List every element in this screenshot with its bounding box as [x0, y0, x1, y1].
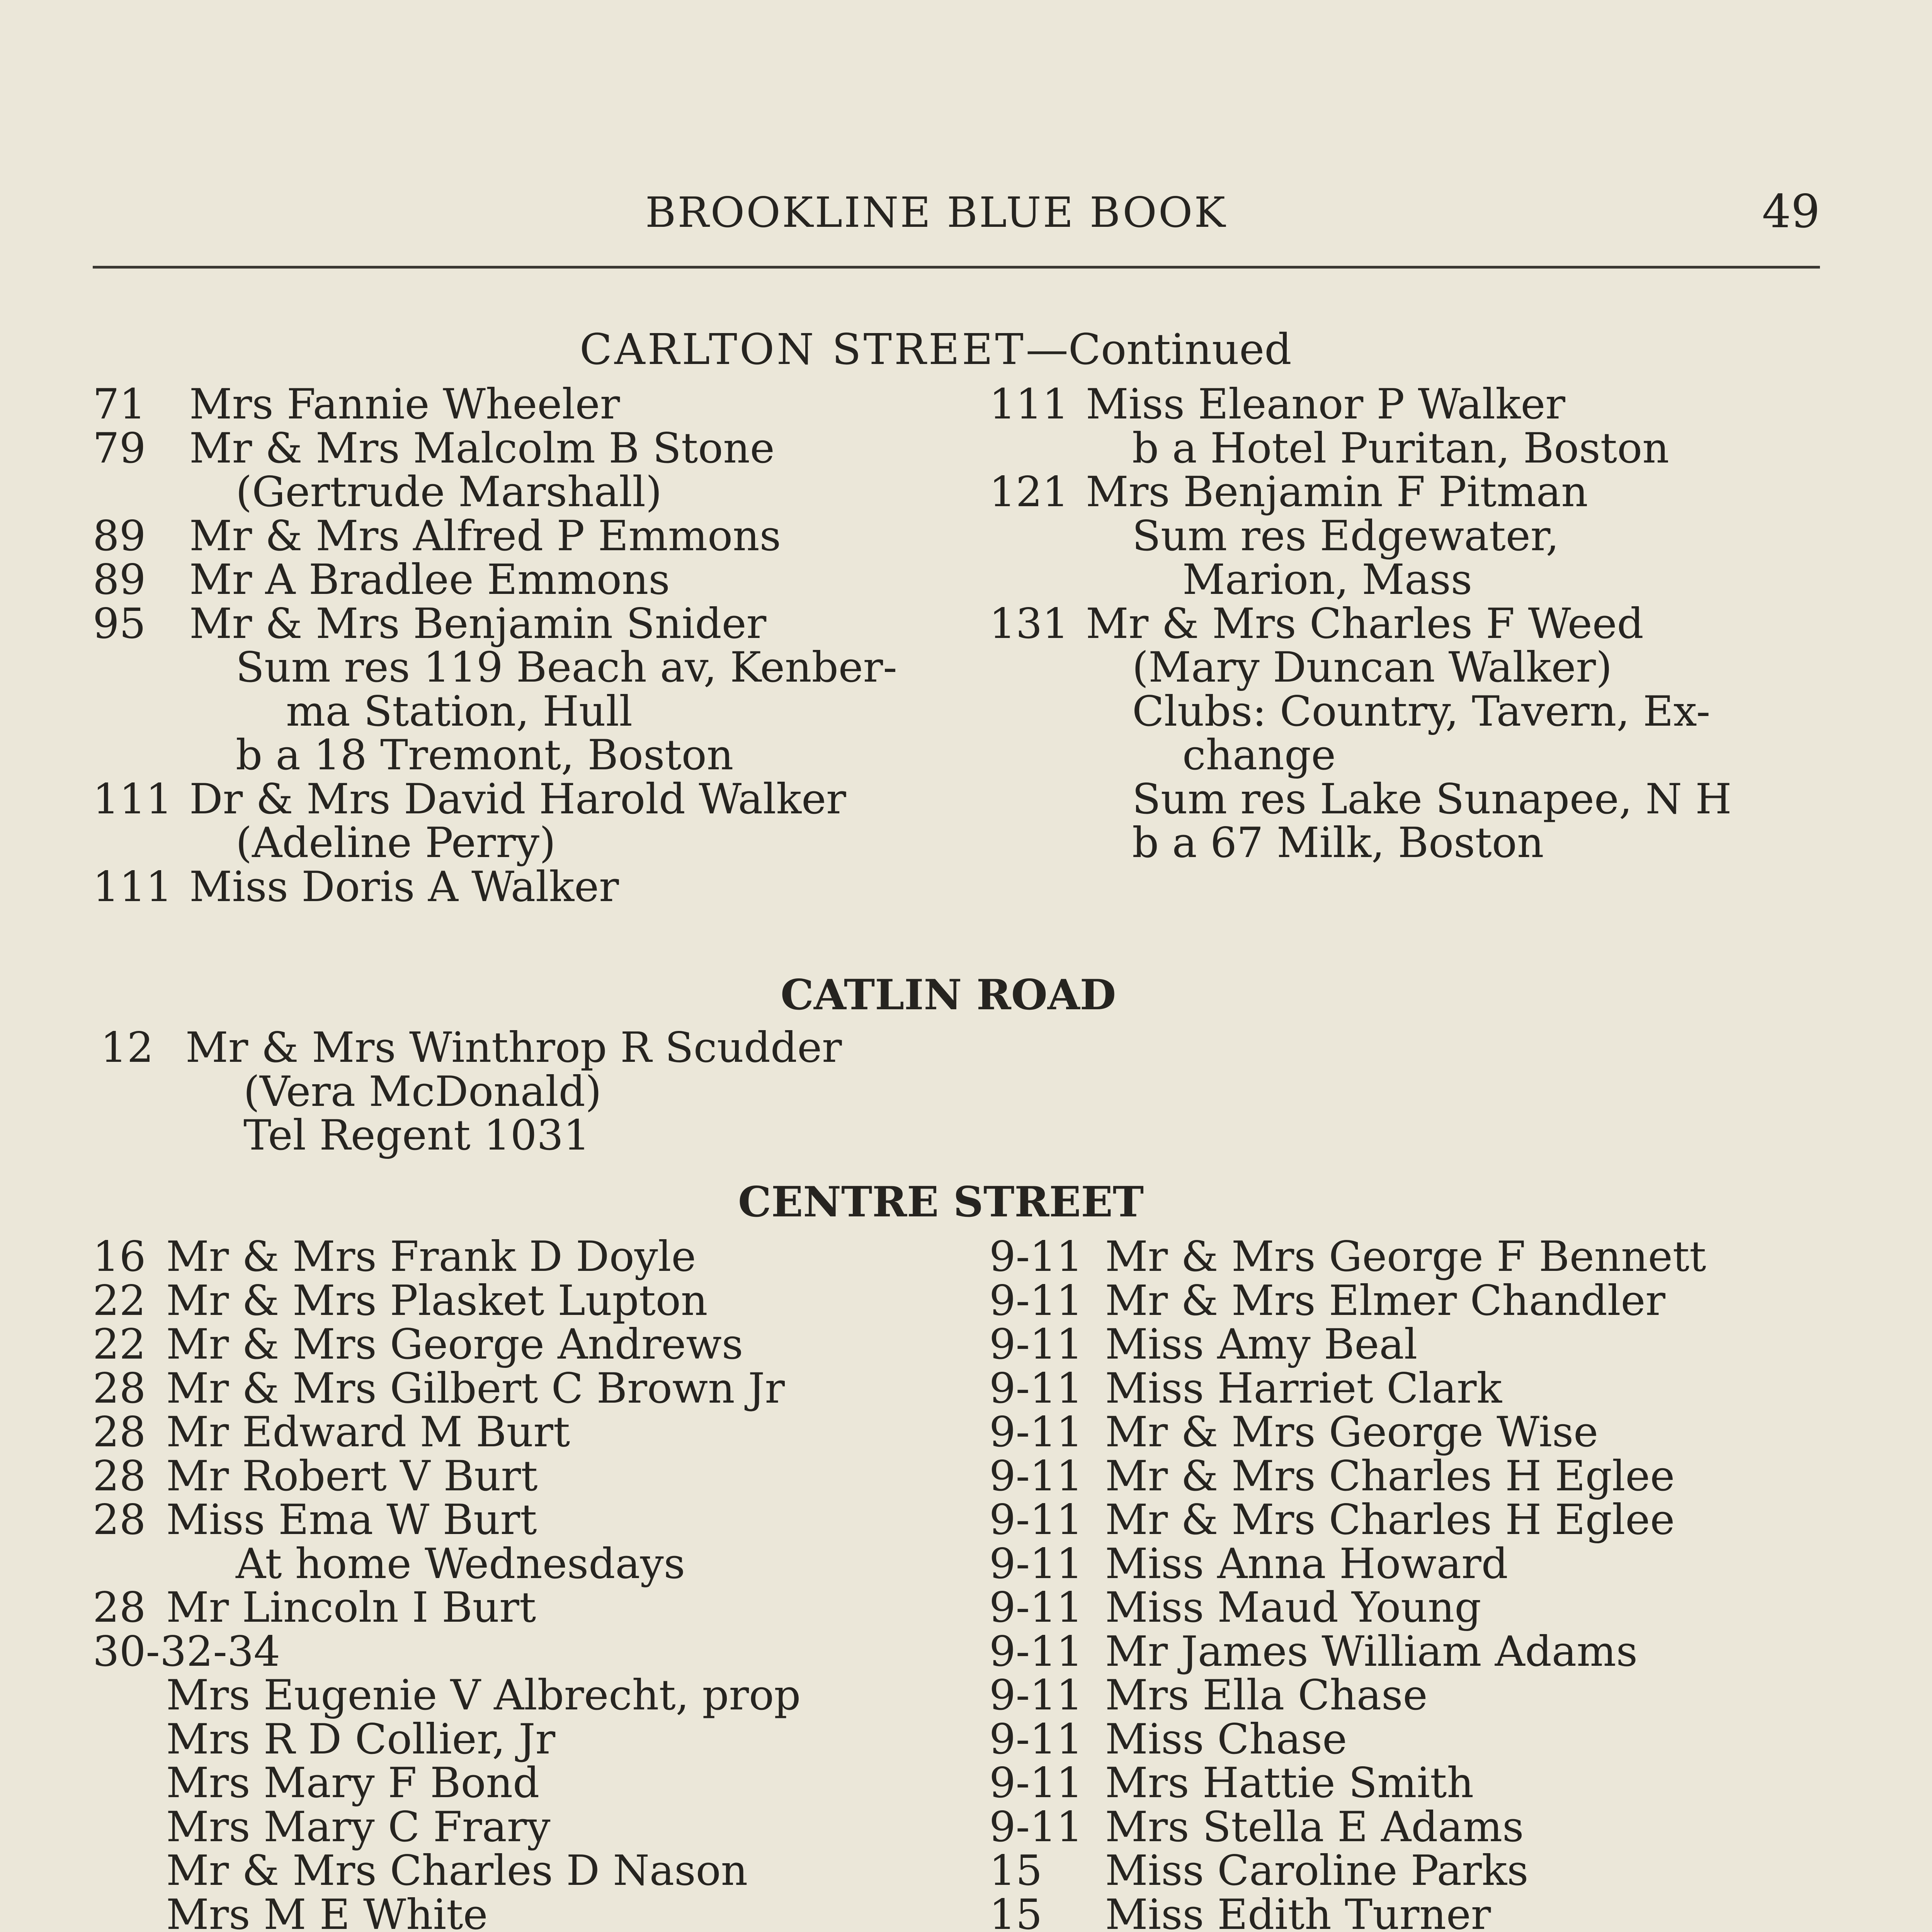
- house-number: 9-11: [989, 1408, 1083, 1456]
- resident-text: (Mary Duncan Walker): [1132, 643, 1612, 692]
- house-number: 28: [93, 1408, 146, 1456]
- directory-entry: [93, 558, 943, 602]
- house-number: 9-11: [989, 1803, 1083, 1851]
- house-number: 71: [93, 380, 146, 429]
- house-number: 9-11: [989, 1583, 1083, 1632]
- resident-text: b a Hotel Puritan, Boston: [1132, 424, 1669, 473]
- running-header: BROOKLINE BLUE BOOK: [645, 189, 1227, 237]
- carlton-heading-main: CARLTON STREET: [580, 325, 1026, 374]
- resident-text: Mr & Mrs Winthrop R Scudder: [185, 1024, 842, 1072]
- resident-text: b a 67 Milk, Boston: [1132, 819, 1544, 867]
- section-heading-catlin: [781, 971, 1116, 1019]
- directory-entry: [93, 1454, 962, 1498]
- house-number: 9-11: [989, 1364, 1083, 1413]
- directory-entry: [989, 1890, 1839, 1932]
- resident-text: Mr Robert V Burt: [166, 1452, 538, 1500]
- centre-left-column: [93, 1235, 962, 1932]
- directory-entry: [93, 1235, 962, 1279]
- directory-entry: [989, 1805, 1839, 1849]
- directory-entry: [93, 1539, 962, 1588]
- resident-text: Mr & Mrs Malcolm B Stone: [189, 424, 775, 473]
- house-number: 16: [93, 1233, 146, 1281]
- directory-entry: [93, 599, 943, 648]
- carlton-right-column: [989, 380, 1839, 867]
- house-number: 121: [989, 468, 1069, 516]
- directory-entry: [93, 1715, 962, 1764]
- centre-heading: CENTRE STREET: [738, 1178, 1144, 1226]
- directory-entry: [100, 1111, 989, 1160]
- house-number: 111: [989, 380, 1069, 429]
- house-number: 9-11: [989, 1671, 1083, 1719]
- directory-entry: [93, 1320, 962, 1369]
- resident-text: Mr & Mrs Frank D Doyle: [166, 1233, 696, 1281]
- house-number: 9-11: [989, 1539, 1083, 1588]
- resident-text: Mr & Mrs Gilbert C Brown Jr: [166, 1364, 785, 1413]
- resident-text: Mr & Mrs Charles H Eglee: [1105, 1496, 1675, 1544]
- resident-text: Mr Edward M Burt: [166, 1408, 570, 1456]
- directory-entry: [989, 1276, 1839, 1325]
- catlin-heading: CATLIN ROAD: [781, 971, 1116, 1019]
- house-number: 28: [93, 1496, 146, 1544]
- directory-entry: [989, 1761, 1839, 1805]
- resident-text: Mr & Mrs Benjamin Snider: [189, 599, 767, 648]
- carlton-left-column: [93, 380, 943, 911]
- resident-text: Miss Caroline Parks: [1105, 1847, 1529, 1895]
- directory-entry: [989, 470, 1839, 514]
- house-number: 111: [93, 775, 173, 823]
- resident-text: Sum res 119 Beach av, Kenber-: [236, 643, 897, 692]
- directory-entry: [989, 558, 1839, 602]
- house-number: 89: [93, 512, 146, 560]
- directory-entry: [989, 1627, 1839, 1676]
- resident-text: Miss Eleanor P Walker: [1086, 380, 1566, 429]
- resident-text: Tel Regent 1031: [243, 1111, 590, 1160]
- directory-entry: [989, 380, 1839, 429]
- resident-text: Mr & Mrs Alfred P Emmons: [189, 512, 781, 560]
- directory-entry: [93, 1805, 962, 1849]
- directory-entry: [93, 424, 943, 473]
- directory-entry: [93, 1498, 962, 1542]
- resident-text: b a 18 Tremont, Boston: [236, 731, 734, 779]
- centre-right-column: [989, 1235, 1839, 1932]
- directory-entry: [989, 687, 1839, 736]
- house-number: 28: [93, 1452, 146, 1500]
- resident-text: Mr James William Adams: [1105, 1627, 1638, 1676]
- resident-text: (Vera McDonald): [243, 1067, 602, 1116]
- directory-entry: [93, 1276, 962, 1325]
- resident-text: Mrs Fannie Wheeler: [189, 380, 620, 429]
- directory-entry: [989, 1410, 1839, 1454]
- house-number: 9-11: [989, 1627, 1083, 1676]
- resident-text: Mr & Mrs Charles H Eglee: [1105, 1452, 1675, 1500]
- directory-entry: [93, 643, 943, 692]
- catlin-column: [100, 1026, 989, 1158]
- house-number: 28: [93, 1583, 146, 1632]
- house-number: 9-11: [989, 1759, 1083, 1807]
- directory-entry: [93, 1673, 962, 1718]
- section-heading-carlton: [580, 325, 1292, 374]
- directory-entry: [93, 1761, 962, 1805]
- resident-text: Miss Ema W Burt: [166, 1496, 537, 1544]
- resident-text: At home Wednesdays: [236, 1539, 685, 1588]
- resident-text: Sum res Edgewater,: [1132, 512, 1559, 560]
- directory-entry: [93, 514, 943, 558]
- directory-entry: [93, 1583, 962, 1632]
- directory-entry: [989, 821, 1839, 865]
- directory-entry: [93, 733, 943, 777]
- directory-entry: [989, 1320, 1839, 1369]
- directory-entry: [100, 1026, 989, 1070]
- resident-text: Mrs Eugenie V Albrecht, prop: [166, 1671, 801, 1719]
- resident-text: Miss Edith Turner: [1105, 1890, 1491, 1932]
- resident-text: Mrs Hattie Smith: [1105, 1759, 1474, 1807]
- resident-text: Mrs Stella E Adams: [1105, 1803, 1524, 1851]
- directory-entry: [93, 821, 943, 865]
- resident-text: Mrs R D Collier, Jr: [166, 1715, 556, 1764]
- directory-entry: [989, 599, 1839, 648]
- house-number: 28: [93, 1364, 146, 1413]
- resident-text: Miss Harriet Clark: [1105, 1364, 1502, 1413]
- directory-entry: [93, 1849, 962, 1893]
- resident-text: ma Station, Hull: [286, 687, 633, 736]
- resident-text: Mr & Mrs Elmer Chandler: [1105, 1276, 1665, 1325]
- directory-entry: [989, 1235, 1839, 1279]
- resident-text: Clubs: Country, Tavern, Ex-: [1132, 687, 1711, 736]
- directory-entry: [989, 514, 1839, 558]
- house-number: 9-11: [989, 1276, 1083, 1325]
- section-heading-centre: [738, 1178, 1144, 1226]
- directory-entry: [989, 424, 1839, 473]
- directory-entry: [989, 1849, 1839, 1893]
- house-number: 9-11: [989, 1233, 1083, 1281]
- house-number: 30-32-34: [93, 1627, 281, 1676]
- house-number: 79: [93, 424, 146, 473]
- resident-text: Miss Amy Beal: [1105, 1320, 1418, 1369]
- house-number: 15: [989, 1847, 1043, 1895]
- house-number: 9-11: [989, 1320, 1083, 1369]
- resident-text: Mrs M E White: [166, 1890, 488, 1932]
- house-number: 9-11: [989, 1496, 1083, 1544]
- directory-entry: [93, 380, 943, 429]
- directory-entry: [93, 1410, 962, 1454]
- house-number: 9-11: [989, 1452, 1083, 1500]
- directory-entry: [93, 470, 943, 514]
- resident-text: Mr & Mrs George Wise: [1105, 1408, 1599, 1456]
- header-rule: [93, 266, 1820, 269]
- resident-text: Mr & Mrs George Andrews: [166, 1320, 743, 1369]
- directory-entry: [989, 1498, 1839, 1542]
- resident-text: Mr & Mrs Charles F Weed: [1086, 599, 1644, 648]
- resident-text: Mrs Ella Chase: [1105, 1671, 1428, 1719]
- resident-text: Miss Doris A Walker: [189, 862, 619, 911]
- resident-text: Sum res Lake Sunapee, N H: [1132, 775, 1732, 823]
- resident-text: Mrs Benjamin F Pitman: [1086, 468, 1588, 516]
- resident-text: Mr Lincoln I Burt: [166, 1583, 536, 1632]
- carlton-heading-suffix: —Continued: [1026, 325, 1292, 374]
- house-number: 15: [989, 1890, 1043, 1932]
- resident-text: Mrs Mary C Frary: [166, 1803, 551, 1851]
- resident-text: Mr & Mrs Plasket Lupton: [166, 1276, 708, 1325]
- resident-text: Miss Maud Young: [1105, 1583, 1481, 1632]
- directory-entry: [93, 1890, 962, 1932]
- directory-entry: [93, 1627, 962, 1676]
- directory-entry: [93, 862, 943, 911]
- resident-text: Dr & Mrs David Harold Walker: [189, 775, 846, 823]
- house-number: 9-11: [989, 1715, 1083, 1764]
- resident-text: Mr & Mrs George F Bennett: [1105, 1233, 1706, 1281]
- house-number: 111: [93, 862, 173, 911]
- page-number: 49: [1762, 185, 1820, 238]
- resident-text: Miss Chase: [1105, 1715, 1347, 1764]
- directory-entry: [989, 1673, 1839, 1718]
- house-number: 22: [93, 1320, 146, 1369]
- directory-entry: [93, 1364, 962, 1413]
- house-number: 22: [93, 1276, 146, 1325]
- directory-entry: [989, 1454, 1839, 1498]
- directory-entry: [989, 777, 1839, 821]
- directory-entry: [989, 1583, 1839, 1632]
- resident-text: Mr & Mrs Charles D Nason: [166, 1847, 748, 1895]
- directory-entry: [100, 1067, 989, 1116]
- house-number: 12: [100, 1024, 154, 1072]
- directory-entry: [989, 1364, 1839, 1413]
- resident-text: change: [1182, 731, 1336, 779]
- resident-text: Miss Anna Howard: [1105, 1539, 1508, 1588]
- resident-text: (Gertrude Marshall): [236, 468, 662, 516]
- resident-text: Mr A Bradlee Emmons: [189, 556, 670, 604]
- directory-entry: [989, 733, 1839, 777]
- house-number: 95: [93, 599, 146, 648]
- directory-entry: [989, 643, 1839, 692]
- directory-entry: [989, 1715, 1839, 1764]
- house-number: 131: [989, 599, 1069, 648]
- directory-entry: [93, 777, 943, 821]
- directory-entry: [93, 687, 943, 736]
- resident-text: (Adeline Perry): [236, 819, 556, 867]
- directory-entry: [989, 1539, 1839, 1588]
- resident-text: Mrs Mary F Bond: [166, 1759, 540, 1807]
- resident-text: Marion, Mass: [1182, 556, 1473, 604]
- house-number: 89: [93, 556, 146, 604]
